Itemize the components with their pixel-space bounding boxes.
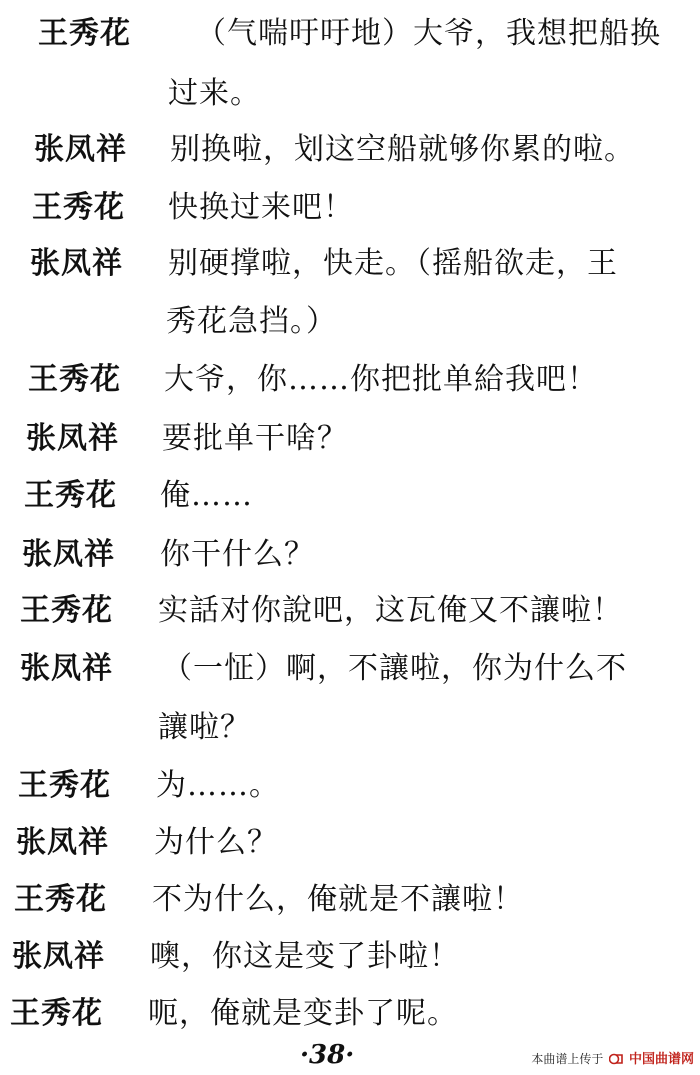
dialogue-line: 呃，俺就是变卦了呢。 [148, 996, 458, 1031]
dialogue-line: 为……。 [156, 768, 280, 803]
dialogue-line: 快换过来吧！ [168, 190, 354, 225]
dialogue-line: 大爷，你……你把批单給我吧！ [164, 362, 598, 397]
site-name[interactable]: 中国曲谱网 [628, 1052, 694, 1067]
dialogue-line: 不为什么，俺就是不讓啦！ [152, 882, 524, 917]
dialogue-line: 你干什么？ [160, 537, 315, 572]
speaker-name: 王秀花 [10, 996, 103, 1031]
dialogue-line: 别硬撑啦，快走。（摇船欲走，王 [168, 246, 618, 281]
page-number: ·38· [300, 1040, 355, 1070]
speaker-name: 王秀花 [28, 362, 121, 397]
dialogue-line: 俺…… [160, 478, 253, 513]
speaker-name: 王秀花 [32, 190, 125, 225]
speaker-name: 张凤祥 [16, 825, 109, 860]
speaker-name: 张凤祥 [34, 132, 127, 167]
site-logo-icon [609, 1053, 623, 1065]
speaker-name: 王秀花 [24, 478, 117, 513]
speaker-name: 张凤祥 [12, 939, 105, 974]
dialogue-line-continued: 秀花急挡。） [166, 304, 337, 339]
dialogue-line: 为什么？ [154, 825, 278, 860]
upload-source-note [531, 1048, 694, 1067]
speaker-name: 张凤祥 [30, 246, 123, 281]
speaker-name: 张凤祥 [22, 537, 115, 572]
speaker-name: 王秀花 [20, 593, 113, 628]
dialogue-line-continued: 过来。 [168, 76, 261, 111]
dialogue-line: 噢，你这是变了卦啦！ [150, 939, 460, 974]
upload-source-prefix: 本曲谱上传于 [531, 1052, 604, 1066]
speaker-name: 张凤祥 [20, 651, 113, 686]
speaker-name: 王秀花 [14, 882, 107, 917]
dialogue-line: 别换啦，划这空船就够你累的啦。 [170, 132, 635, 167]
dialogue-line: （气喘吁吁地）大爷，我想把船换 [196, 16, 661, 51]
speaker-name: 张凤祥 [26, 421, 119, 456]
speaker-name: 王秀花 [18, 768, 111, 803]
speaker-name: 王秀花 [38, 16, 131, 51]
dialogue-line: 实話对你說吧，这瓦俺又不讓啦！ [158, 593, 623, 628]
dialogue-line: 要批单干啥？ [162, 421, 348, 456]
dialogue-line-continued: 讓啦？ [158, 710, 251, 745]
dialogue-line: （一怔）啊，不讓啦，你为什么不 [162, 651, 627, 686]
